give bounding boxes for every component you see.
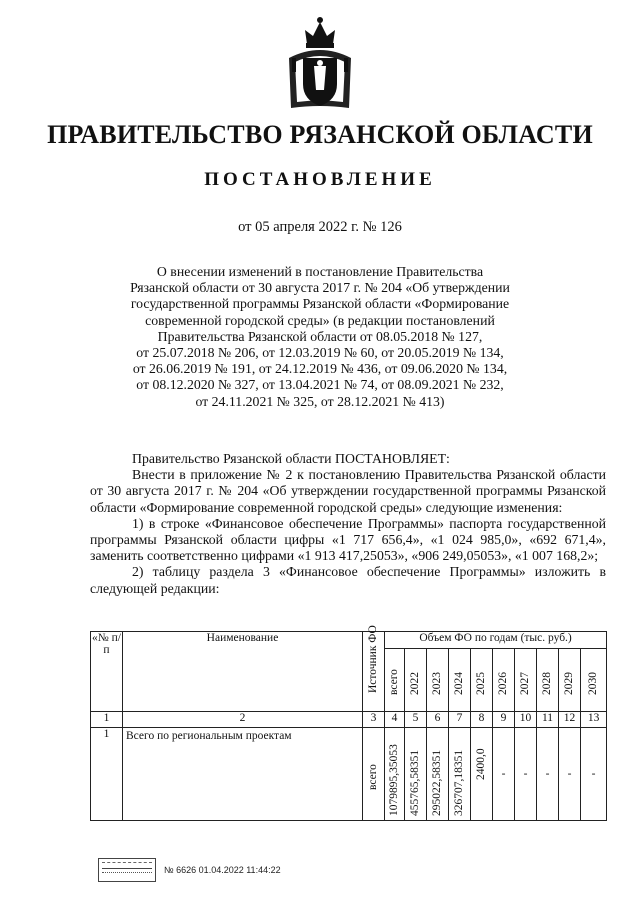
- column-number: 6: [427, 712, 449, 728]
- government-title: ПРАВИТЕЛЬСТВО РЯЗАНСКОЙ ОБЛАСТИ: [47, 120, 593, 149]
- value-cell: 455765,58351: [405, 728, 427, 821]
- document-footer: [98, 858, 281, 882]
- subheader-cell: 2026: [493, 649, 515, 712]
- document-body: [90, 451, 606, 597]
- row-source: всего: [363, 728, 385, 821]
- subject-line: Рязанской области от 30 августа 2017 г. № 204 «Об утверждении: [130, 280, 510, 296]
- subheader-cell: 2030: [581, 649, 607, 712]
- column-number: 5: [405, 712, 427, 728]
- subject-line: от 24.11.2021 № 325, от 28.12.2021 № 413): [195, 393, 445, 409]
- subheader-cell: 2025: [471, 649, 493, 712]
- subheader-cell: 2029: [559, 649, 581, 712]
- column-number: 2: [123, 712, 363, 728]
- table-header-row: [91, 632, 607, 649]
- document-type-title: ПОСТАНОВЛЕНИЕ: [204, 169, 436, 190]
- document-subject: [100, 264, 540, 410]
- subheader-cell: 2027: [515, 649, 537, 712]
- decree-statement: Правительство Рязанской области ПОСТАНОВЛЯЕТ:: [132, 451, 450, 466]
- registration-number: № 6626 01.04.2022 11:44:22: [164, 865, 281, 875]
- column-number: 12: [559, 712, 581, 728]
- header-volume: Объем ФО по годам (тыс. руб.): [385, 632, 607, 649]
- subject-line: современной городской среды» (в редакции постановлений: [145, 312, 495, 328]
- amendment-item-1: 1) в строке «Финансовое обеспечение Программы» паспорта государственной программы Рязанской области цифры «1 717 656,4», «1 024 985,0», «692 671,4», заменить соответственно цифрами «1 913 417,25053», «906 249,05053», «1 007 168,2»;: [90, 515, 606, 564]
- subject-line: Правительства Рязанской области от 08.05.2018 № 127,: [157, 328, 483, 344]
- subject-line: от 26.06.2019 № 191, от 24.12.2019 № 436, от 09.06.2020 № 134,: [132, 361, 508, 377]
- column-number: 3: [363, 712, 385, 728]
- subject-line: государственной программы Рязанской области «Формирование: [130, 296, 510, 312]
- subject-line: О внесении изменений в постановление Правительства: [156, 264, 484, 279]
- header-source: Источник ФО: [363, 632, 385, 712]
- subheader-cell: 2028: [537, 649, 559, 712]
- subheader-cell: 2023: [427, 649, 449, 712]
- value-cell: -: [493, 728, 515, 821]
- coat-of-arms-emblem: [283, 14, 357, 112]
- value-cell: -: [581, 728, 607, 821]
- table-row: [91, 728, 607, 821]
- row-number: 1: [91, 728, 123, 821]
- column-number: 1: [91, 712, 123, 728]
- column-number-row: [91, 712, 607, 728]
- column-number: 11: [537, 712, 559, 728]
- subheader-cell: всего: [385, 649, 405, 712]
- value-cell: -: [537, 728, 559, 821]
- intro-paragraph: Внести в приложение № 2 к постановлению Правительства Рязанской области от 30 августа 2017 г. № 204 «Об утверждении государственной программы Рязанской области «Формирование современной городской среды» следующие изменения:: [90, 467, 606, 515]
- header-number: «№ п/п: [91, 632, 123, 712]
- subject-line: от 25.07.2018 № 206, от 12.03.2019 № 60, от 20.05.2019 № 134,: [136, 345, 504, 361]
- column-number: 13: [581, 712, 607, 728]
- document-date-number: от 05 апреля 2022 г. № 126: [238, 219, 402, 235]
- subheader-cell: 2022: [405, 649, 427, 712]
- amendment-item-2: 2) таблицу раздела 3 «Финансовое обеспечение Программы» изложить в следующей редакции:: [90, 564, 606, 596]
- value-cell: 1079895,35053: [385, 728, 405, 821]
- subheader-cell: 2024: [449, 649, 471, 712]
- value-cell: -: [559, 728, 581, 821]
- financing-table: [90, 625, 607, 821]
- value-cell: 295022,58351: [427, 728, 449, 821]
- column-number: 7: [449, 712, 471, 728]
- column-number: 9: [493, 712, 515, 728]
- electronic-signature-stamp: [98, 858, 156, 882]
- row-name: Всего по региональным проектам: [123, 728, 363, 821]
- value-cell: -: [515, 728, 537, 821]
- value-cell: 2400,0: [471, 728, 493, 821]
- column-number: 4: [385, 712, 405, 728]
- header-name: Наименование: [123, 632, 363, 712]
- subject-line: от 08.12.2020 № 327, от 13.04.2021 № 74, от 08.09.2021 № 232,: [136, 377, 504, 393]
- column-number: 10: [515, 712, 537, 728]
- column-number: 8: [471, 712, 493, 728]
- value-cell: 326707,18351: [449, 728, 471, 821]
